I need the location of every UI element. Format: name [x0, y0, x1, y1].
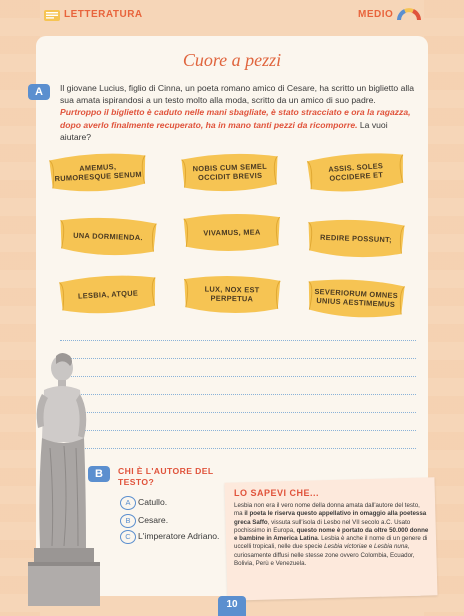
info-box-title: LO SAPEVI CHE...	[234, 488, 320, 498]
answer-option-a[interactable]	[120, 496, 167, 510]
difficulty-gauge-icon	[396, 6, 422, 22]
info-text-part: , vissuta sull'isola di Lesbo nel VII secolo a.C. Usato pochissimo in Europa,	[234, 518, 411, 534]
answer-line[interactable]	[60, 358, 416, 359]
fragment-scroll[interactable]	[177, 150, 282, 194]
info-text-part: Lesbia non era il vero nome della donna amata dall'autore del testo, ma	[234, 502, 420, 518]
fragment-text: VIVAMUS, MEA	[203, 227, 261, 237]
info-text-part: . Lesbia è anche il nome di un genere di uccelli tropicali, nelle due specie	[234, 535, 428, 551]
option-text: Cesare.	[138, 515, 169, 525]
info-text-part: , curiosamente diffusi nelle stesse zone ovvero Colombia, Ecuador, Bolivia, Perù e Venezuela.	[234, 543, 415, 568]
fragment-scroll[interactable]	[55, 271, 161, 316]
answer-line[interactable]	[60, 448, 416, 449]
section-b-badge: B	[88, 466, 110, 482]
answer-line[interactable]	[60, 376, 416, 377]
option-text: L'imperatore Adriano.	[138, 531, 220, 541]
fragment-text: SEVERIORUM OMNES UNIUS AESTIMEMUS	[314, 286, 399, 310]
answer-option-c[interactable]	[120, 530, 220, 544]
intro-text-2: La vuoi aiutare?	[60, 119, 388, 142]
fragment-text: REDIRE POSSUNT;	[319, 232, 393, 244]
difficulty-label: MEDIO	[358, 9, 394, 20]
intro-highlight: Purtroppo il biglietto è caduto nelle mani sbagliate, è stato stracciato e ora la ragazza, dopo averlo finalmente recuperato, ha in mano tanti pezzi da ricomporre.	[60, 107, 411, 130]
info-text-part: e	[367, 543, 375, 551]
book-icon	[44, 10, 60, 21]
info-text-bold: questo nome è portato da oltre 50.000 donne e bambine in America Latina	[234, 526, 429, 543]
intro-paragraph	[60, 82, 416, 143]
header-bar	[0, 0, 464, 32]
answer-line[interactable]	[60, 412, 416, 413]
fragment-scroll[interactable]	[303, 216, 408, 260]
answer-line[interactable]	[60, 394, 416, 395]
fragment-text: LESBIA, ATQUE	[77, 287, 139, 301]
fragment-scroll[interactable]	[55, 214, 160, 258]
species-name: Lesbia nuna	[374, 543, 408, 551]
option-letter: A	[120, 496, 136, 510]
fragment-scroll[interactable]	[303, 275, 409, 320]
fragment-scroll[interactable]	[45, 149, 151, 194]
fragment-scroll[interactable]	[303, 148, 410, 195]
page-number: 10	[218, 596, 246, 616]
fragment-scroll[interactable]	[180, 211, 285, 253]
page-title: Cuore a pezzi	[182, 50, 282, 70]
option-text: Catullo.	[138, 497, 168, 507]
option-letter: B	[120, 514, 136, 528]
fragment-text: LUX, NOX EST PERPETUA	[204, 284, 260, 304]
info-box-text	[234, 502, 430, 568]
info-text-bold: il poeta le riserva questo appellativo in omaggio alla poetessa greca Saffo	[234, 510, 427, 526]
section-a-badge: A	[28, 84, 50, 100]
answer-option-b[interactable]	[120, 514, 168, 528]
species-name: Lesbia victoriae	[324, 543, 368, 551]
option-letter: C	[120, 530, 136, 544]
subject-label: LETTERATURA	[64, 9, 143, 20]
fragment-text: AMEMUS, RUMORESQUE SENUM	[54, 162, 143, 184]
fragment-text: NOBIS CUM SEMEL OCCIDIT BREVIS	[192, 161, 268, 183]
fragment-text: UNA DORMIENDA.	[73, 230, 143, 242]
fragment-text: ASSIS. SOLES OCCIDERE ET	[327, 161, 384, 183]
fragment-scroll[interactable]	[180, 273, 285, 315]
answer-line[interactable]	[60, 340, 416, 341]
intro-text-1: Il giovane Lucius, figlio di Cinna, un poeta romano amico di Cesare, ha scritto un biglietto alla sua amata ispirandosi a un testo molto alla moda, scritto da un amico di suo padre.	[60, 83, 414, 106]
question-title: CHI È L'AUTORE DEL TESTO?	[118, 466, 214, 487]
answer-line[interactable]	[60, 430, 416, 431]
